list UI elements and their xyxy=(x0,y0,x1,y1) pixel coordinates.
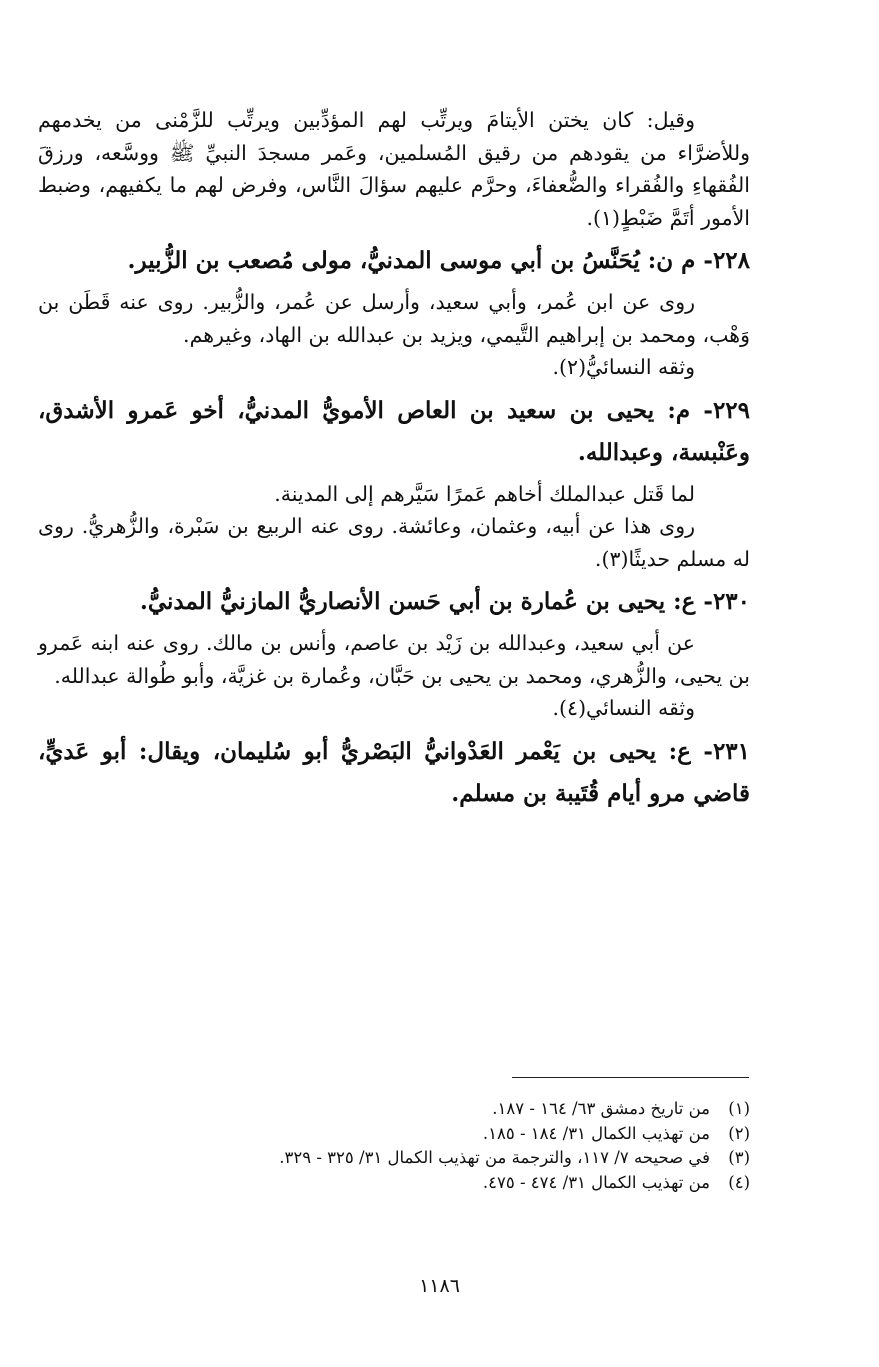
paragraph: وقيل: كان يختن الأيتامَ ويرتِّب لهم المؤدِّبين ويرتِّب للزَّمْنى من يخدمهم وللأضرَّاء من يقودهم من رقيق المُسلمين، وعَمر مسجدَ النبيِّ ﷺ ووسَّعه، ورزقَ الفُقهاءِ والفُقراء والضُّعفاءَ، وحرَّم عليهم سؤالَ النَّاس، وفرض لهم ما يكفيهم، وضبط الأمور أتَمَّ ضَبْطٍ(١). xyxy=(38,108,750,230)
footnote xyxy=(38,1097,750,1122)
footnote-number: (٣) xyxy=(728,1148,750,1167)
footnote-divider xyxy=(512,1077,749,1078)
entry-heading: ٢٢٩- م: يحيى بن سعيد بن العاص الأمويُّ المدنيُّ، أخو عَمرو الأشدق، وعَنْبسة، وعبدالله. xyxy=(38,396,750,466)
footnotes xyxy=(38,1097,750,1195)
paragraph: عن أبي سعيد، وعبدالله بن زَيْد بن عاصم، وأنس بن مالك. روى عنه ابنه عَمرو بن يحيى، والزُّهري، ومحمد بن يحيى بن حَبَّان، وعُمارة بن غزيَّة، وأبو طُوالة عبدالله. xyxy=(38,631,750,688)
footnote xyxy=(38,1122,750,1147)
paragraph: وثقه النسائي(٤). xyxy=(552,696,695,720)
footnote-text: من تهذيب الكمال ٣١/ ٤٧٤ - ٤٧٥. xyxy=(482,1172,710,1192)
footnote-text: في صحيحه ٧/ ١١٧، والترجمة من تهذيب الكمال ٣١/ ٣٢٥ - ٣٢٩. xyxy=(279,1148,710,1167)
footnote-number: (٤) xyxy=(728,1172,750,1192)
entry-heading: ٢٢٨- م ن: يُحَنَّسُ بن أبي موسى المدنيُّ، مولى مُصعب بن الزُّبير. xyxy=(127,247,750,274)
paragraph: وثقه النسائيُّ(٢). xyxy=(552,355,695,379)
footnote xyxy=(38,1146,750,1171)
entry-heading: ٢٣١- ع: يحيى بن يَعْمر العَدْوانيُّ البَصْريُّ أبو سُليمان، ويقال: أبو عَديٍّ، قاضي مرو أيام قُتَيبة بن مسلم. xyxy=(38,737,750,807)
footnote xyxy=(38,1171,750,1196)
footnote-text: من تهذيب الكمال ٣١/ ١٨٤ - ١٨٥. xyxy=(482,1123,710,1143)
main-text xyxy=(38,104,750,819)
page-number: ١١٨٦ xyxy=(419,1275,460,1297)
footnote-number: (٢) xyxy=(728,1123,750,1143)
footnote-number: (١) xyxy=(728,1099,750,1118)
footnote-text: من تاريخ دمشق ٦٣/ ١٦٤ - ١٨٧. xyxy=(492,1099,710,1118)
entry-heading: ٢٣٠- ع: يحيى بن عُمارة بن أبي حَسن الأنصاريُّ المازنيُّ المدنيُّ. xyxy=(139,588,750,615)
paragraph: روى عن ابن عُمر، وأبي سعيد، وأرسل عن عُمر، والزُّبير. روى عنه قَطَن بن وَهْب، ومحمد بن إبراهيم التَّيمي، ويزيد بن عبدالله بن الهاد، وغيرهم. xyxy=(38,290,750,347)
paragraph: لما قَتل عبدالملك أخاهم عَمرًا سَيَّرهم إلى المدينة. xyxy=(274,481,695,506)
paragraph: روى هذا عن أبيه، وعثمان، وعائشة. روى عنه الربيع بن سَبْرة، والزُّهريُّ. روى له مسلم حديثًا(٣). xyxy=(38,514,750,571)
